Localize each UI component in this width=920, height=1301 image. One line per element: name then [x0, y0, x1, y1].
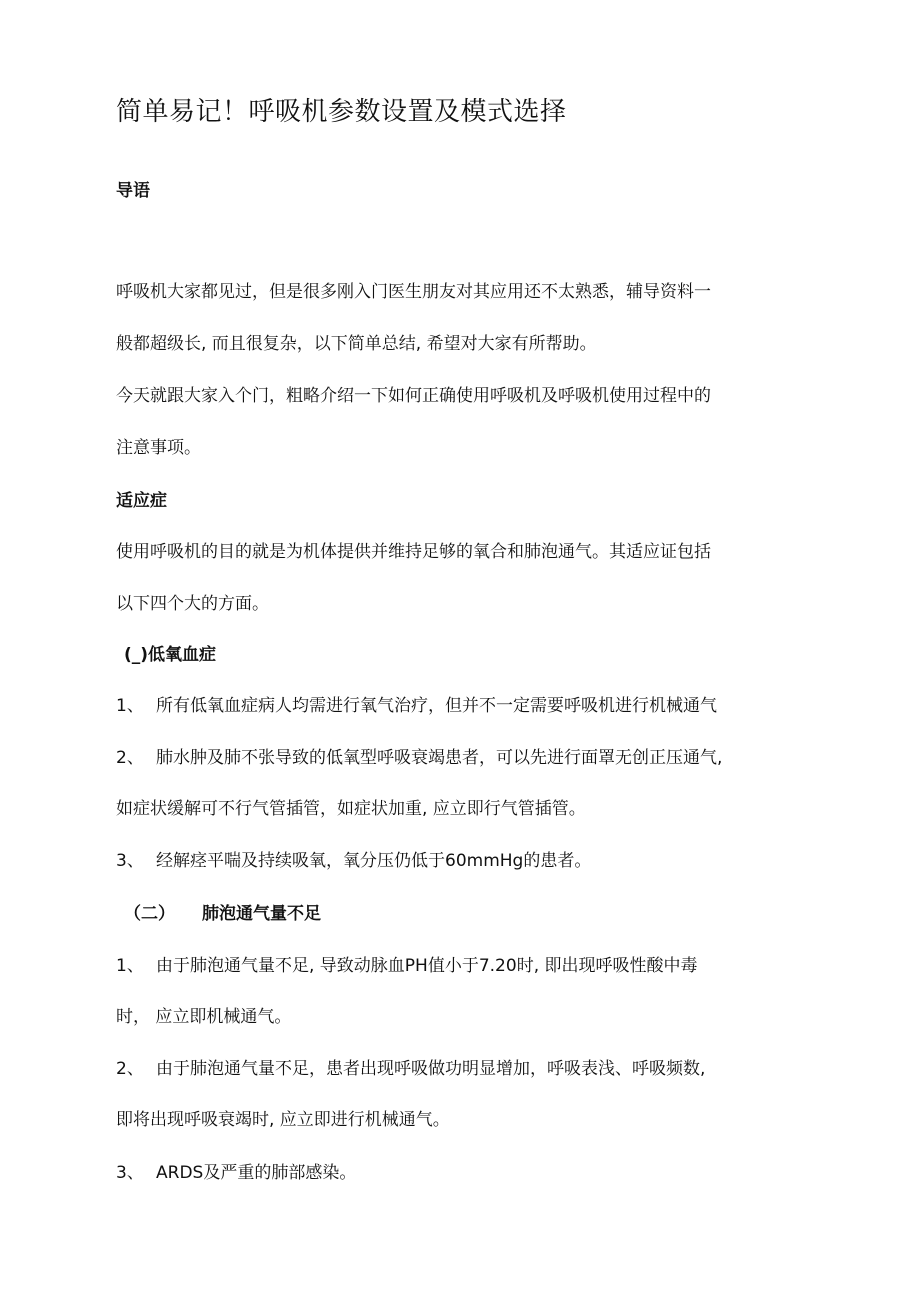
indications-paragraph-line: 以下四个大的方面。 [116, 594, 269, 614]
subsection-number: （二） [124, 904, 175, 924]
list-item-number: 2、 [116, 748, 144, 768]
list-item-text: ARDS及严重的肺部感染。 [156, 1163, 357, 1183]
list-item-text: 肺水肿及肺不张导致的低氧型呼吸衰竭患者，可以先进行面罩无创正压通气, [156, 748, 723, 768]
subsection-title: 肺泡通气量不足 [202, 904, 321, 924]
intro-heading: 导语 [116, 181, 150, 201]
intro-paragraph-line: 般都超级长, 而且很复杂，以下简单总结, 希望对大家有所帮助。 [116, 334, 597, 354]
list-item-continuation: 时， 应立即机械通气。 [116, 1007, 292, 1027]
page-title: 简单易记！呼吸机参数设置及模式选择 [116, 97, 567, 127]
list-item-text: 由于肺泡通气量不足, 导致动脉血PH值小于7.20时, 即出现呼吸性酸中毒 [156, 956, 698, 976]
intro-paragraph-line: 注意事项。 [116, 438, 201, 458]
list-item-number: 2、 [116, 1059, 144, 1079]
list-item [116, 694, 717, 718]
list-item [116, 1057, 705, 1081]
list-item-text: 所有低氧血症病人均需进行氧气治疗，但并不一定需要呼吸机进行机械通气 [156, 696, 717, 716]
intro-paragraph-line: 今天就跟大家入个门，粗略介绍一下如何正确使用呼吸机及呼吸机使用过程中的 [116, 386, 711, 406]
list-item [116, 1161, 356, 1185]
list-item-text: 经解痉平喘及持续吸氧，氧分压仍低于60mmHg的患者。 [156, 851, 592, 871]
list-item-number: 1、 [116, 696, 144, 716]
list-item [116, 746, 722, 770]
list-item-text: 由于肺泡通气量不足，患者出现呼吸做功明显增加，呼吸表浅、呼吸频数, [156, 1059, 706, 1079]
indications-heading: 适应症 [116, 491, 167, 511]
list-item-number: 3、 [116, 851, 144, 871]
list-item-continuation: 即将出现呼吸衰竭时, 应立即进行机械通气。 [116, 1110, 450, 1130]
list-item-number: 1、 [116, 956, 144, 976]
intro-paragraph-line: 呼吸机大家都见过，但是很多刚入门医生朋友对其应用还不太熟悉，辅导资料一 [116, 282, 711, 302]
list-item-continuation: 如症状缓解可不行气管插管，如症状加重, 应立即行气管插管。 [116, 799, 586, 819]
indications-paragraph-line: 使用呼吸机的目的就是为机体提供并维持足够的氧合和肺泡通气。其适应证包括 [116, 542, 711, 562]
list-item [116, 954, 698, 978]
subsection-heading-hypoxemia: (_)低氧血症 [124, 645, 217, 665]
list-item [116, 849, 591, 873]
list-item-number: 3、 [116, 1163, 144, 1183]
subsection-heading-alveolar [124, 902, 321, 926]
